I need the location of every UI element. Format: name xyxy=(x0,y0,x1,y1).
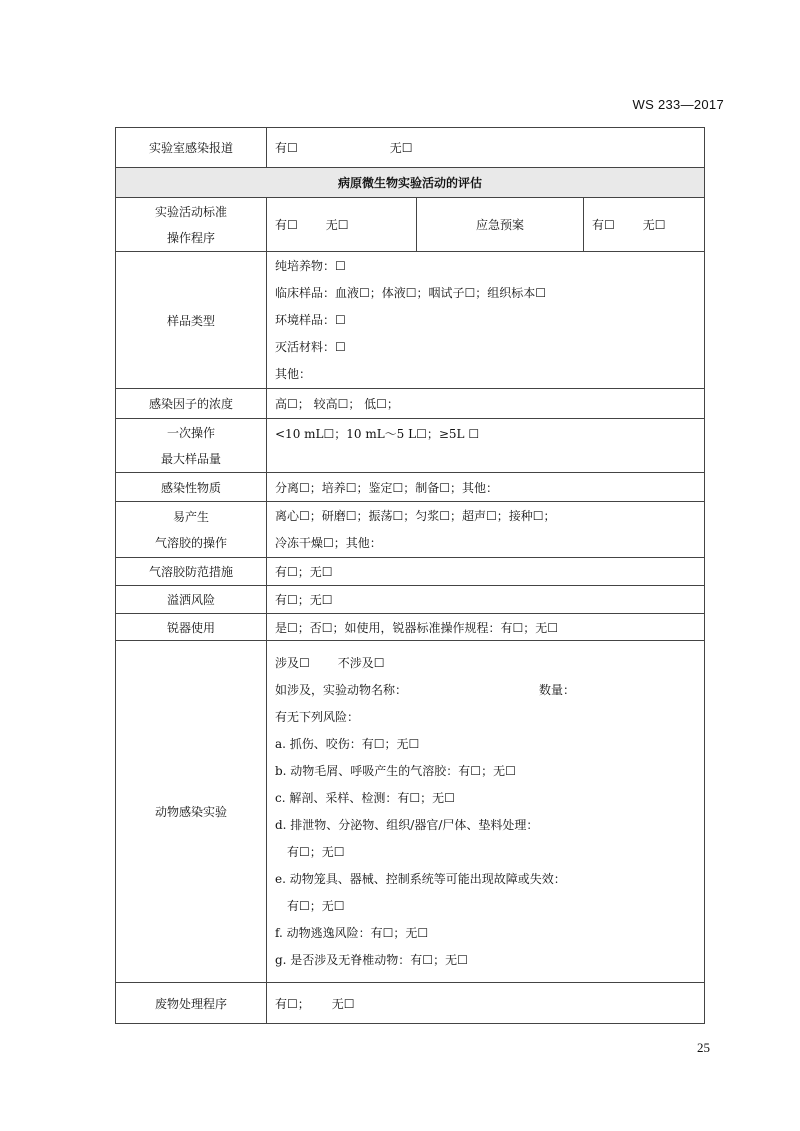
page-number: 25 xyxy=(697,1040,710,1055)
aerosol-prevention-label: 气溶胶防范措施 xyxy=(116,558,267,586)
spill-risk-label: 溢洒风险 xyxy=(116,586,267,614)
row-waste-disposal xyxy=(116,983,705,1024)
waste-disposal-label: 废物处理程序 xyxy=(116,983,267,1024)
animal-risk-e-answer[interactable]: 有☐；无☐ xyxy=(287,898,345,913)
sample-clinical[interactable]: 临床样品：血液☐；体液☐；咽试子☐；组织标本☐ xyxy=(275,285,547,300)
sop-label-line1: 实验活动标准 xyxy=(154,204,227,219)
row-animal-experiment xyxy=(116,641,705,983)
section-header-row xyxy=(116,168,705,198)
sharps-options[interactable]: 是☐；否☐；如使用，锐器标准操作规程：有☐；无☐ xyxy=(267,614,705,641)
sample-other[interactable]: 其他： xyxy=(275,366,312,381)
row-sop xyxy=(116,198,705,252)
sharps-label: 锐器使用 xyxy=(116,614,267,641)
standard-code: WS 233—2017 xyxy=(632,97,724,112)
animal-risk-intro: 有无下列风险： xyxy=(275,709,360,724)
animal-risk-d-answer[interactable]: 有☐；无☐ xyxy=(287,844,345,859)
animal-risk-d: d. 排泄物、分泌物、组织/器官/尸体、垫料处理： xyxy=(275,817,539,832)
max-sample-label-line2: 最大样品量 xyxy=(160,451,221,466)
infectious-nature-label: 感染性物质 xyxy=(116,473,267,502)
lab-infection-report-yes-checkbox[interactable]: 有☐ xyxy=(275,141,298,155)
sop-yes-checkbox[interactable]: 有☐ xyxy=(275,218,298,232)
evaluation-form-table xyxy=(115,127,705,1024)
animal-name-label: 如涉及，实验动物名称： xyxy=(275,682,408,697)
sample-type-label: 样品类型 xyxy=(116,252,267,389)
aerosol-prevention-options[interactable]: 有☐；无☐ xyxy=(267,558,705,586)
animal-not-involved-checkbox[interactable]: 不涉及☐ xyxy=(337,655,385,670)
emergency-yes-checkbox[interactable]: 有☐ xyxy=(592,218,615,232)
spill-risk-options[interactable]: 有☐；无☐ xyxy=(267,586,705,614)
max-sample-label-line1: 一次操作 xyxy=(166,425,215,440)
lab-infection-report-label: 实验室感染报道 xyxy=(116,128,267,168)
emergency-plan-label: 应急预案 xyxy=(417,198,584,252)
row-max-sample xyxy=(116,419,705,473)
animal-risk-f[interactable]: f. 动物逃逸风险：有☐；无☐ xyxy=(275,925,429,940)
sop-label-line2: 操作程序 xyxy=(166,230,215,245)
concentration-label: 感染因子的浓度 xyxy=(116,389,267,419)
animal-involved-checkbox[interactable]: 涉及☐ xyxy=(275,655,310,670)
max-sample-options[interactable]: <10 mL☐；10 mL～5 L☐；≥5L ☐ xyxy=(267,419,705,473)
sop-no-checkbox[interactable]: 无☐ xyxy=(325,218,349,232)
infectious-nature-options[interactable]: 分离☐；培养☐；鉴定☐；制备☐；其他： xyxy=(267,473,705,502)
animal-risk-a[interactable]: a. 抓伤、咬伤：有☐；无☐ xyxy=(275,736,420,751)
aerosol-ops-options-line1[interactable]: 离心☐；研磨☐；振荡☐；匀浆☐；超声☐；接种☐； xyxy=(275,508,556,523)
animal-risk-g[interactable]: g. 是否涉及无脊椎动物：有☐；无☐ xyxy=(275,952,468,967)
waste-no-checkbox[interactable]: 无☐ xyxy=(331,996,355,1011)
row-spill-risk xyxy=(116,586,705,614)
sample-environmental[interactable]: 环境样品：☐ xyxy=(275,312,346,327)
row-aerosol-prevention xyxy=(116,558,705,586)
row-sample-type xyxy=(116,252,705,389)
lab-infection-report-no-checkbox[interactable]: 无☐ xyxy=(389,141,413,155)
row-concentration xyxy=(116,389,705,419)
row-aerosol-ops xyxy=(116,502,705,558)
waste-yes-checkbox[interactable]: 有☐； xyxy=(275,996,310,1011)
sample-inactivated[interactable]: 灭活材料：☐ xyxy=(275,339,346,354)
animal-risk-b[interactable]: b. 动物毛屑、呼吸产生的气溶胶：有☐；无☐ xyxy=(275,763,516,778)
section-title: 病原微生物实验活动的评估 xyxy=(116,168,705,198)
animal-experiment-label: 动物感染实验 xyxy=(116,641,267,983)
aerosol-ops-label-line1: 易产生 xyxy=(172,509,209,524)
row-sharps xyxy=(116,614,705,641)
row-infectious-nature xyxy=(116,473,705,502)
sample-pure-culture[interactable]: 纯培养物：☐ xyxy=(275,258,346,273)
animal-risk-e: e. 动物笼具、器械、控制系统等可能出现故障或失效： xyxy=(275,871,566,886)
concentration-options[interactable]: 高☐； 较高☐； 低☐； xyxy=(267,389,705,419)
aerosol-ops-label-line2: 气溶胶的操作 xyxy=(154,535,227,550)
aerosol-ops-options-line2[interactable]: 冷冻干燥☐；其他： xyxy=(275,535,382,550)
animal-risk-c[interactable]: c. 解剖、采样、检测：有☐；无☐ xyxy=(275,790,455,805)
emergency-no-checkbox[interactable]: 无☐ xyxy=(642,218,666,232)
row-lab-infection-report xyxy=(116,128,705,168)
animal-quantity-label: 数量： xyxy=(539,682,576,697)
